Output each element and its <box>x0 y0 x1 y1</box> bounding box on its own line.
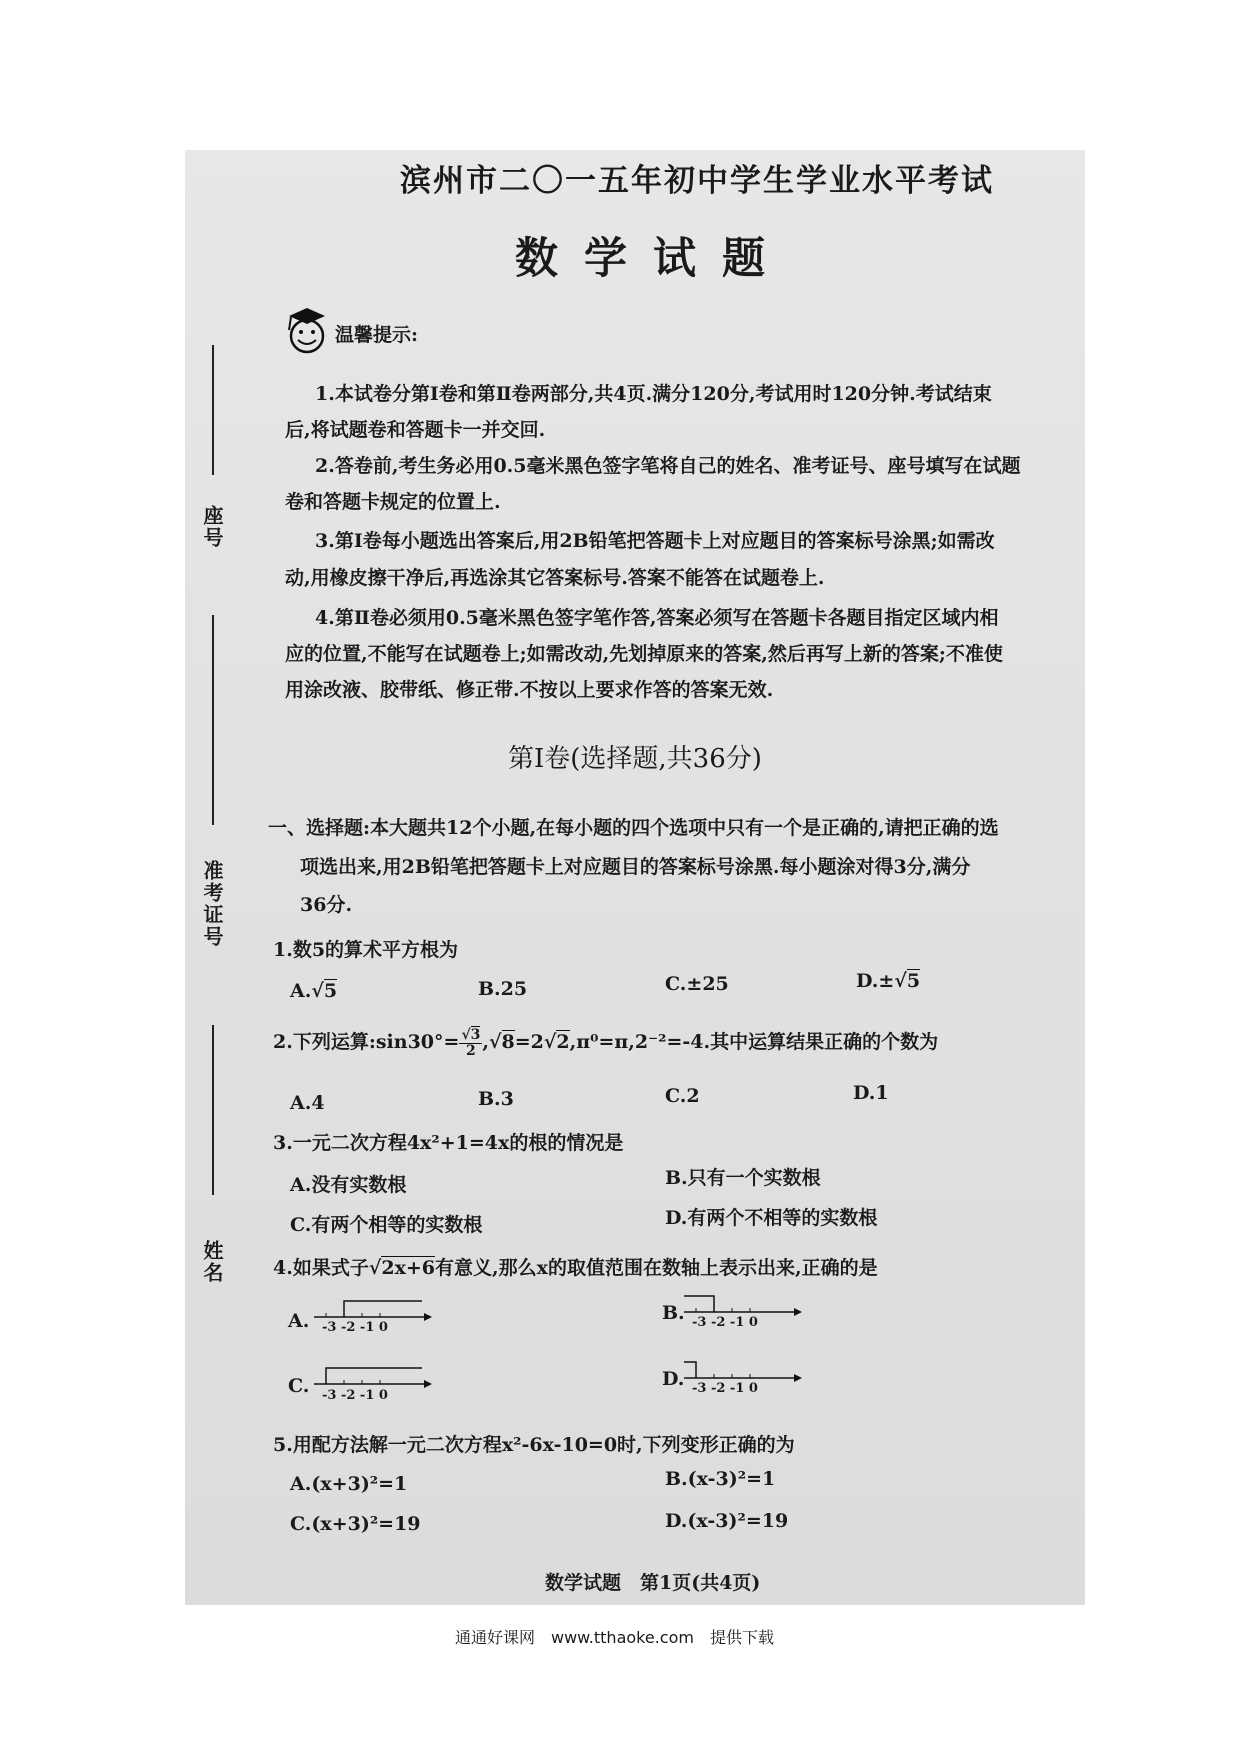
q4-d-ticks: -3 -2 -1 0 <box>692 1381 758 1396</box>
q3-option-d: D.有两个不相等的实数根 <box>665 1207 878 1229</box>
tip-2-line-1: 2.答卷前,考生务必用0.5毫米黑色签字笔将自己的姓名、准考证号、座号填写在试题 <box>315 455 1021 477</box>
tip-4-line-2: 应的位置,不能写在试题卷上;如需改动,先划掉原来的答案,然后再写上新的答案;不准使 <box>285 643 1003 665</box>
q4-option-c: C. <box>288 1375 310 1397</box>
q5-option-a: A.(x+3)²=1 <box>290 1473 408 1495</box>
exam-no-label: 准考证号 <box>200 860 224 948</box>
q2-option-d: D.1 <box>853 1082 889 1104</box>
tip-2-line-2: 卷和答题卡规定的位置上. <box>285 491 501 513</box>
seat-label: 座号 <box>200 505 224 549</box>
q4-c-ticks: -3 -2 -1 0 <box>322 1388 388 1403</box>
q1-option-b: B.25 <box>478 978 528 1000</box>
q2-option-a: A.4 <box>290 1092 325 1114</box>
name-label: 姓名 <box>200 1240 224 1284</box>
subject-title: 数学试题 <box>515 234 791 284</box>
smiley-icon <box>283 306 333 358</box>
instructions-line-2: 项选出来,用2B铅笔把答题卡上对应题目的答案标号涂黑.每小题涂对得3分,满分 <box>300 856 971 878</box>
name-line <box>212 1025 214 1195</box>
exam-title: 滨州市二〇一五年初中学生学业水平考试 <box>400 163 994 199</box>
tip-1-line-1: 1.本试卷分第Ⅰ卷和第Ⅱ卷两部分,共4页.满分120分,考试用时120分钟.考试结束 <box>315 383 992 405</box>
tip-3-line-1: 3.第Ⅰ卷每小题选出答案后,用2B铅笔把答题卡上对应题目的答案标号涂黑;如需改 <box>315 530 995 552</box>
q3-stem: 3.一元二次方程4x²+1=4x的根的情况是 <box>273 1132 624 1154</box>
tip-1-line-2: 后,将试题卷和答题卡一并交回. <box>285 419 546 441</box>
section-title: 第Ⅰ卷(选择题,共36分) <box>508 744 762 774</box>
page-footer: 数学试题 第1页(共4页) <box>545 1572 761 1594</box>
q4-option-b: B. <box>662 1302 685 1324</box>
q4-b-number-line <box>682 1290 802 1316</box>
exam-no-line <box>212 615 214 825</box>
q5-option-d: D.(x-3)²=19 <box>665 1510 789 1532</box>
site-footer: 通通好课网 www.tthaoke.com 提供下载 <box>455 1628 774 1647</box>
q5-option-b: B.(x-3)²=1 <box>665 1468 776 1490</box>
q4-option-a: A. <box>288 1310 310 1332</box>
instructions-line-1: 一、选择题:本大题共12个小题,在每小题的四个选项中只有一个是正确的,请把正确的选 <box>268 817 999 839</box>
tip-4-line-3: 用涂改液、胶带纸、修正带.不按以上要求作答的答案无效. <box>285 679 774 701</box>
tip-3-line-2: 动,用橡皮擦干净后,再选涂其它答案标号.答案不能答在试题卷上. <box>285 567 825 589</box>
instructions-line-3: 36分. <box>300 894 353 916</box>
q4-a-number-line <box>312 1295 432 1321</box>
q4-option-d: D. <box>662 1368 685 1390</box>
q4-a-ticks: -3 -2 -1 0 <box>322 1320 388 1335</box>
q4-stem: 4.如果式子√2x+6有意义,那么x的取值范围在数轴上表示出来,正确的是 <box>273 1257 878 1279</box>
q2-option-c: C.2 <box>665 1085 700 1107</box>
q1-option-a: A.√5 <box>290 980 338 1002</box>
tip-4-line-1: 4.第Ⅱ卷必须用0.5毫米黑色签字笔作答,答案必须写在答题卡各题目指定区域内相 <box>315 607 999 629</box>
q1-stem: 1.数5的算术平方根为 <box>273 939 459 961</box>
q5-option-c: C.(x+3)²=19 <box>290 1513 421 1535</box>
q1-option-d: D.±√5 <box>856 970 921 992</box>
q1-option-c: C.±25 <box>665 973 729 995</box>
q4-d-number-line <box>682 1356 802 1382</box>
q4-c-number-line <box>312 1362 432 1388</box>
q3-option-c: C.有两个相等的实数根 <box>290 1214 483 1236</box>
q2-stem: 2.下列运算:sin30°= $\frac{√3}{2}$ ,√8=2√2,π⁰=π,2⁻²=-4.其中运算结果正确的个数为 <box>273 1026 939 1059</box>
q3-option-b: B.只有一个实数根 <box>665 1167 821 1189</box>
q4-b-ticks: -3 -2 -1 0 <box>692 1315 758 1330</box>
q5-stem: 5.用配方法解一元二次方程x²-6x-10=0时,下列变形正确的为 <box>273 1434 795 1456</box>
seat-line <box>212 345 214 475</box>
tips-header: 温馨提示: <box>335 324 419 346</box>
q3-option-a: A.没有实数根 <box>290 1174 407 1196</box>
q2-option-b: B.3 <box>478 1088 514 1110</box>
